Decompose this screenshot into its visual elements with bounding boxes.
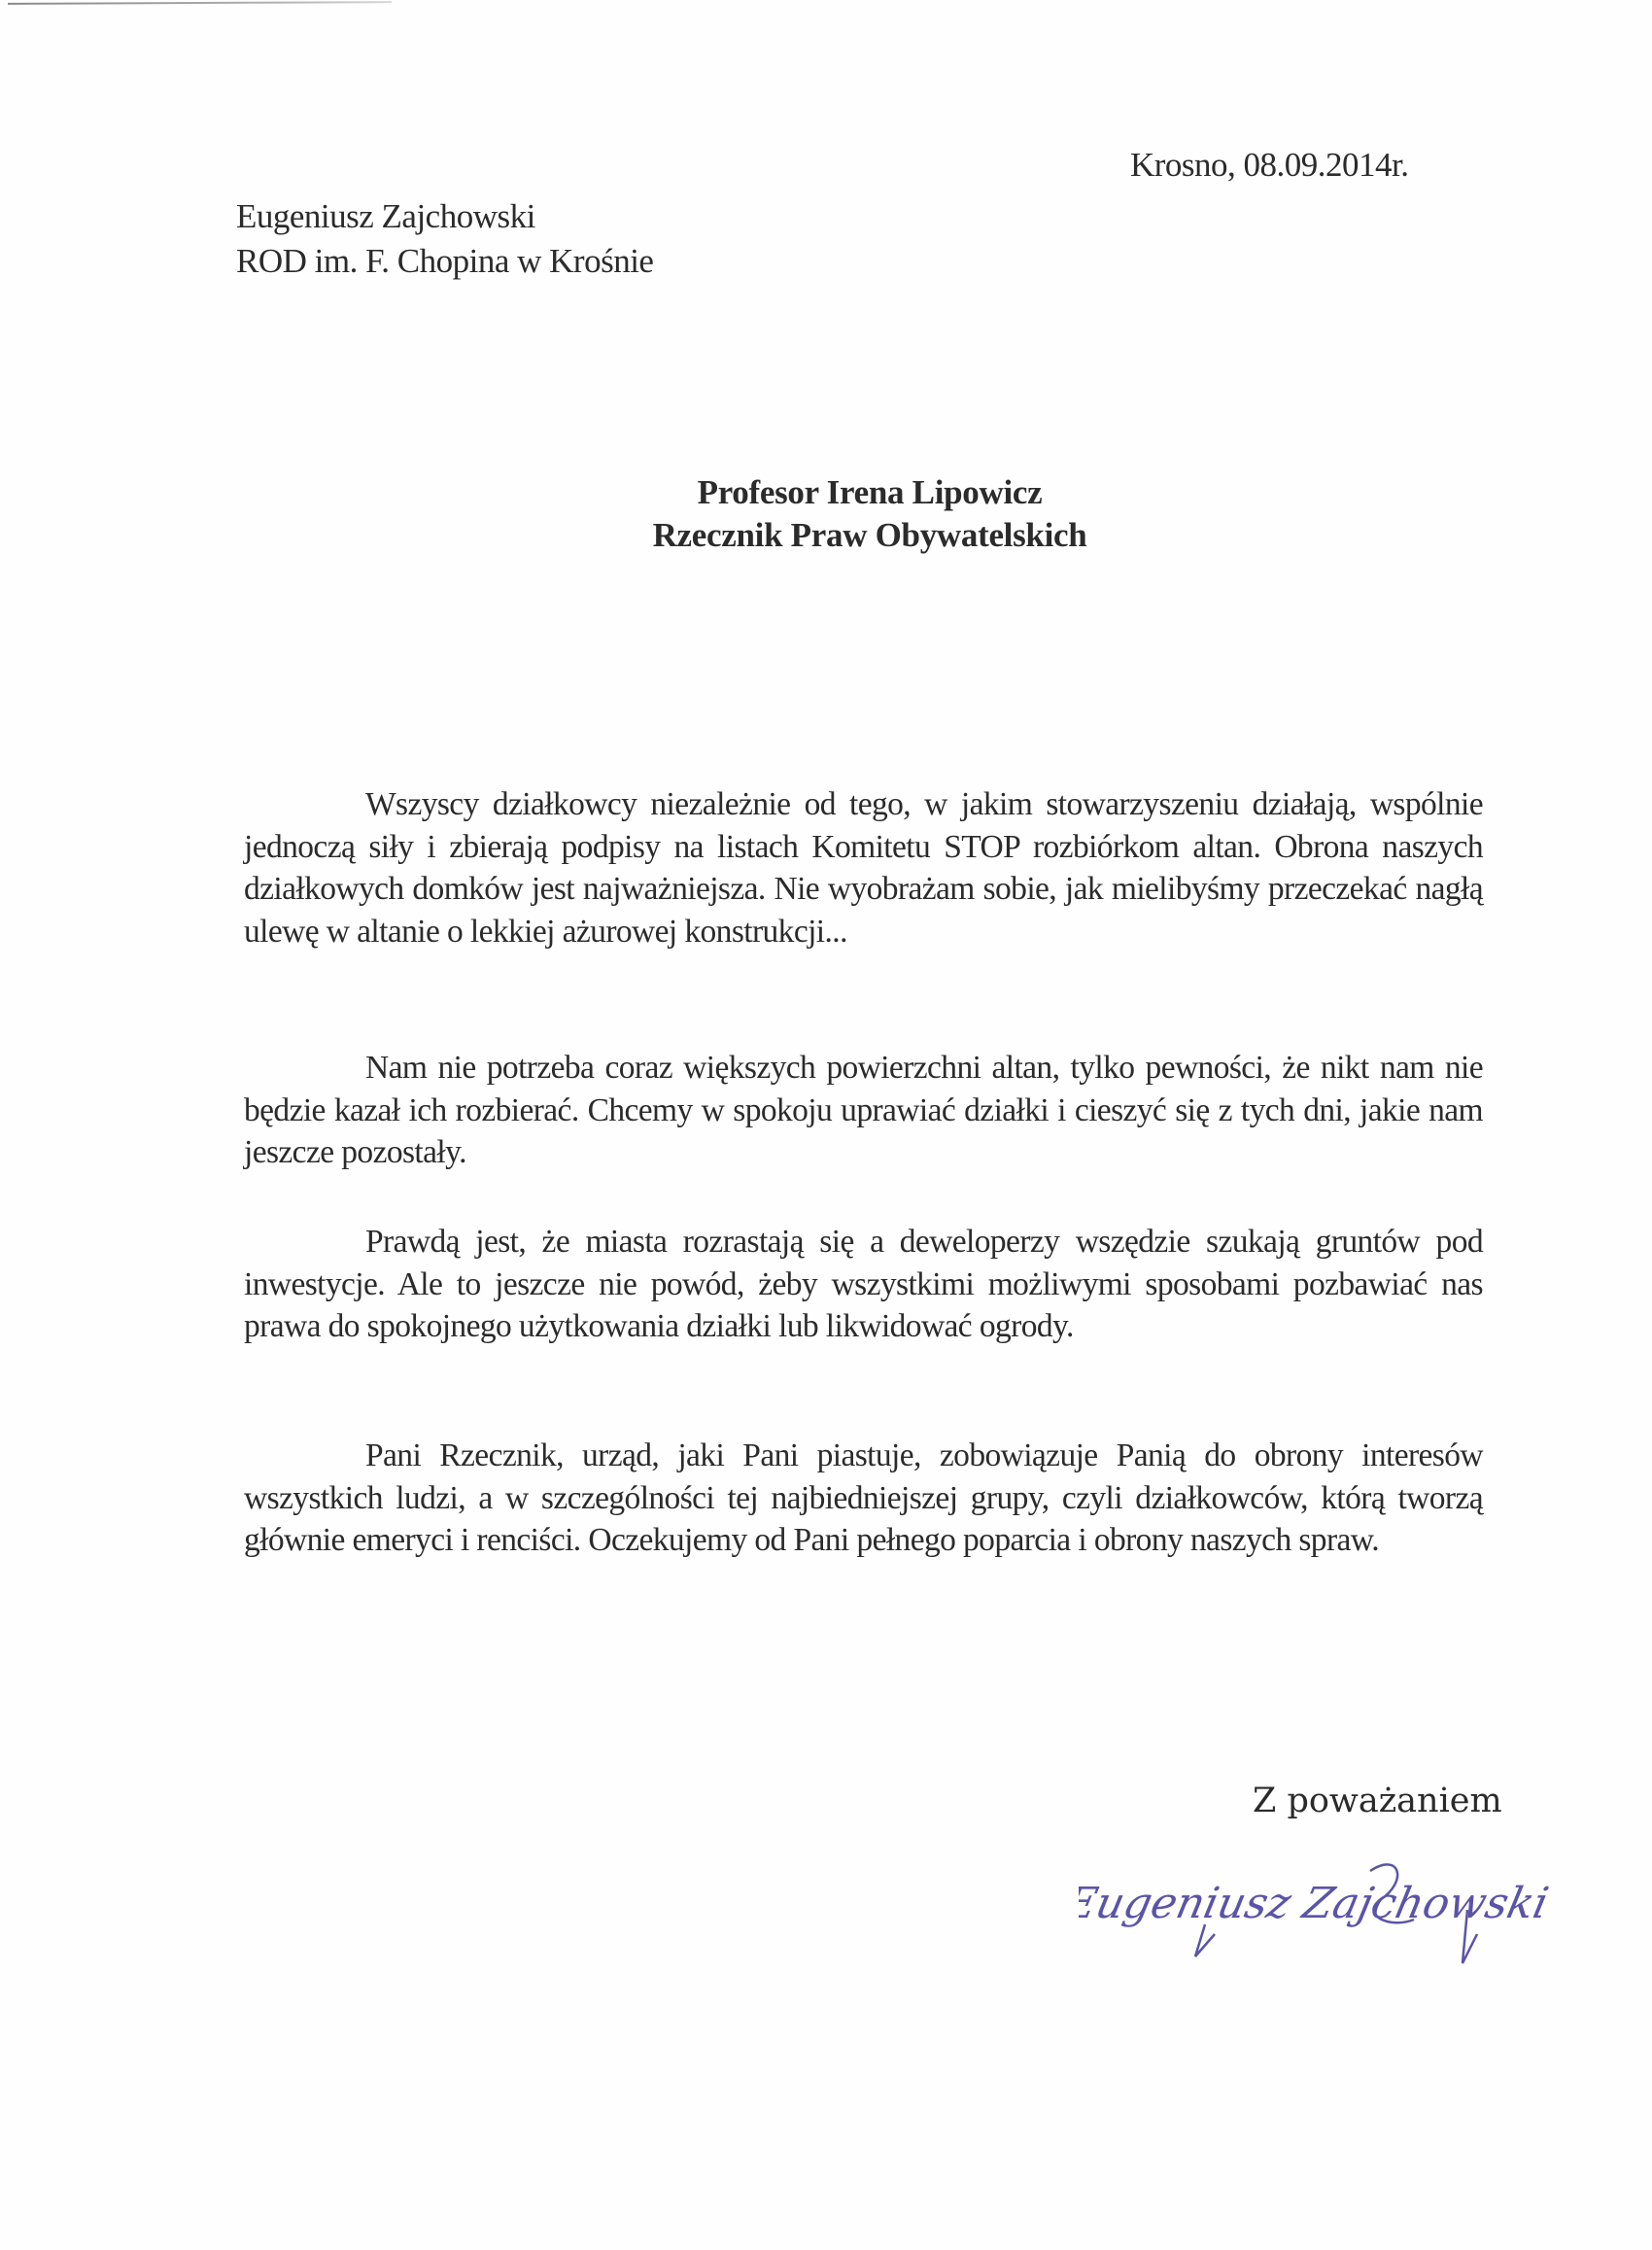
recipient-name: Profesor Irena Lipowicz: [697, 473, 1043, 511]
signature-descender: [1195, 1924, 1215, 1956]
recipient-block: [0, 471, 1652, 557]
handwritten-signature: [1079, 1842, 1623, 1978]
paragraph-4: [244, 1435, 1483, 1562]
scan-edge-line: [8, 1, 392, 5]
paragraph-3: [244, 1221, 1483, 1348]
date-line: Krosno, 08.09.2014r.: [1130, 146, 1409, 184]
paragraph-text: Prawdą jest, że miasta rozrastają się a deweloperzy wszędzie szukają gruntów pod inwestycje. Ale to jeszcze nie powód, żeby wszystkimi możliwymi sposobami pozbawiać nas prawa do spokojnego użytkowania działki lub likwidować ogrody.: [244, 1224, 1483, 1344]
signature-text: Eugeniusz Zajchowski: [1079, 1879, 1553, 1928]
sender-organization: ROD im. F. Chopina w Krośnie: [236, 242, 654, 280]
paragraph-1: [244, 783, 1483, 952]
paragraph-text: Wszyscy działkowcy niezależnie od tego, w jakim stowarzyszeniu działają, wspólnie jednoczą siły i zbierają podpisy na listach Komitetu STOP rozbiórkom altan. Obrona naszych działkowych domków jest najważniejsza. Nie wyobrażam sobie, jak mielibyśmy przeczekać nagłą ulewę w altanie o lekkiej ażurowej konstrukcji...: [244, 786, 1483, 950]
sender-block: [236, 194, 653, 284]
sender-name: Eugeniusz Zajchowski: [236, 197, 535, 235]
paragraph-text: Pani Rzecznik, urząd, jaki Pani piastuje, zobowiązuje Panią do obrony interesów wszystkich ludzi, a w szczególności tej najbiedniejszej grupy, czyli działkowców, którą tworzą głównie emeryci i renciści. Oczekujemy od Pani pełnego poparcia i obrony naszych spraw.: [244, 1437, 1483, 1558]
recipient-title: Rzecznik Praw Obywatelskich: [652, 516, 1087, 554]
paragraph-2: [244, 1047, 1483, 1174]
paragraph-text: Nam nie potrzeba coraz większych powierzchni altan, tylko pewności, że nikt nam nie będzie kazał ich rozbierać. Chcemy w spokoju uprawiać działki i cieszyć się z tych dni, jakie nam jeszcze pozostały.: [244, 1050, 1483, 1170]
closing-salutation: Z poważaniem: [1253, 1782, 1502, 1820]
signature-drawing: [1079, 1842, 1623, 1978]
